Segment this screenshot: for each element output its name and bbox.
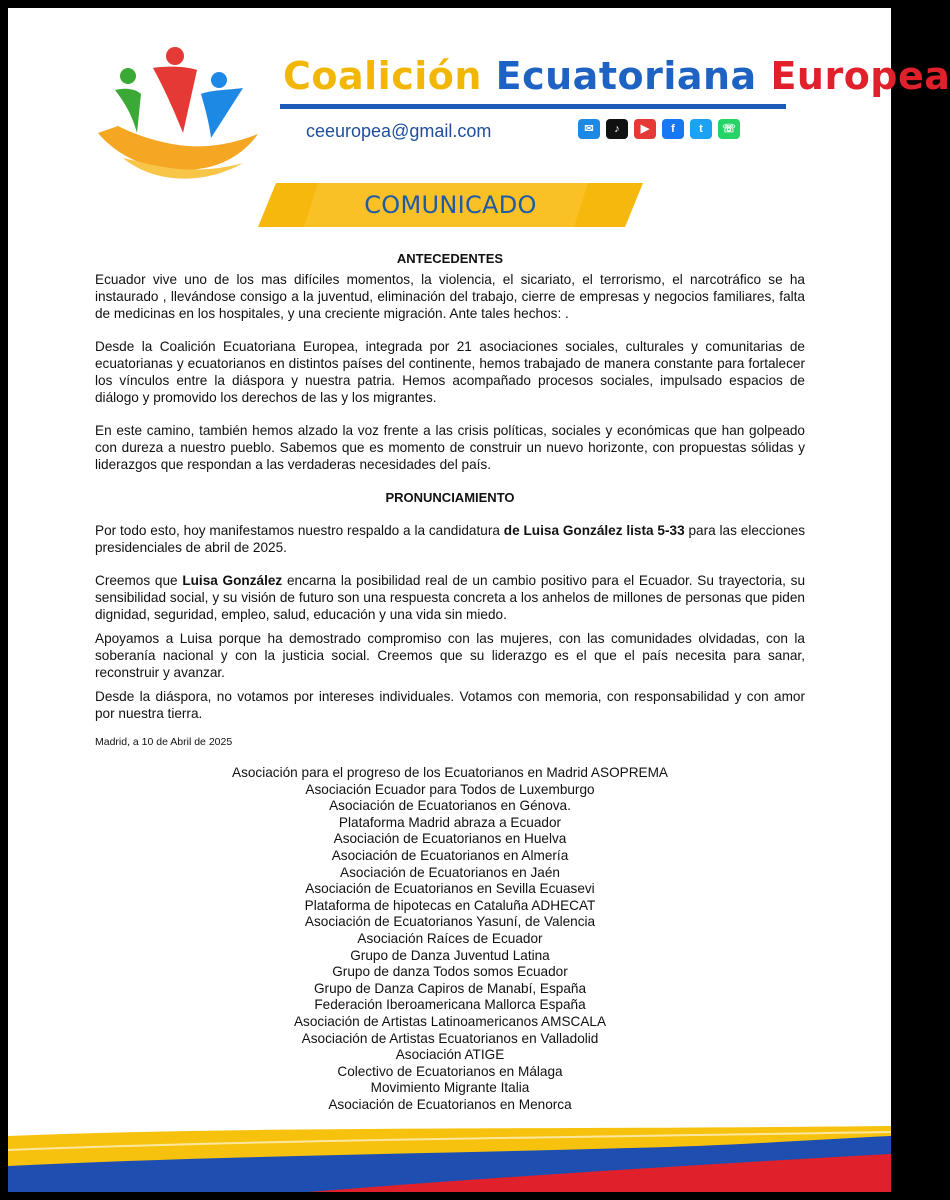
banner-title: COMUNICADO: [364, 191, 537, 219]
signatory: Asociación para el progreso de los Ecuatorianos en Madrid ASOPREMA: [232, 765, 668, 780]
signatory: Asociación de Ecuatorianos en Génova.: [329, 798, 571, 814]
signatory: Asociación Raíces de Ecuador: [357, 930, 543, 946]
signatory: Grupo de Danza Capiros de Manabí, España: [313, 980, 587, 996]
org-name-word-2: Ecuatoriana: [495, 54, 757, 98]
antecedentes-paragraph-3: En este camino, también hemos alzado la voz frente a las crisis políticas, sociales y económicas que han golpeado con dureza a nuestro pueblo. Sabemos que es momento de construir un nuevo horizonte, con propuestas sólidas y liderazgos que respondan a las verdaderas necesidades del país.: [95, 423, 805, 472]
whatsapp-icon[interactable]: ☏: [718, 119, 740, 139]
document-body: [95, 238, 805, 751]
youtube-icon[interactable]: ▶: [634, 119, 656, 139]
signatory: Asociación de Artistas Ecuatorianos en Valladolid: [301, 1030, 599, 1046]
flag-stripe-footer: [8, 1126, 891, 1192]
org-name-word-3: Europea: [770, 54, 950, 98]
signatory: Asociación de Ecuatorianos en Sevilla Ecuasevi: [305, 881, 595, 897]
header-divider: [280, 104, 786, 109]
signatory: Asociación de Ecuatorianos Yasuní, de Valencia: [304, 914, 596, 930]
pronunciamiento-paragraph-1: Por todo esto, hoy manifestamos nuestro respaldo a la candidatura de Luisa González lista 5-33 para las elecciones presidenciales de abril de 2025.: [95, 523, 805, 555]
signatory: Federación Iberoamericana Mallorca España: [314, 997, 586, 1013]
coalition-logo: [93, 38, 263, 188]
signatory: Asociación de Artistas Latinoamericanos AMSCALA: [293, 1013, 607, 1029]
signatory: Asociación de Ecuatorianos en Almería: [331, 847, 569, 863]
antecedentes-heading: ANTECEDENTES: [396, 251, 504, 266]
document-page: [8, 8, 950, 1192]
facebook-icon[interactable]: f: [662, 119, 684, 139]
tiktok-icon[interactable]: ♪: [606, 119, 628, 139]
signatory: Grupo de Danza Juventud Latina: [350, 947, 550, 963]
antecedentes-paragraph-2: Desde la Coalición Ecuatoriana Europea, integrada por 21 asociaciones sociales, culturales y comunitarias de ecuatorianas y ecuatorianos en distintos países del continente, hemos trabajado de manera constante para fortalecer los vínculos entre la diáspora y nuestra patria. Hemos acompañado procesos sociales, impulsado espacios de diálogo y promovido los derechos de las y los migrantes.: [95, 339, 805, 405]
antecedentes-paragraph-1: Ecuador vive uno de los mas difíciles momentos, la violencia, el sicariato, el terrorismo, el narcotráfico se ha instaurado , llevándose consigo a la juventud, eliminación del trabajo, cierre de empresas y negocios familiares, falta de medicinas en los hospitales, y una creciente migración. Ante tales hechos: .: [95, 272, 805, 321]
comunicado-banner: [258, 183, 643, 227]
signatory: Asociación de Ecuatorianos en Jaén: [340, 864, 560, 880]
pronunciamiento-heading: PRONUNCIAMIENTO: [385, 490, 515, 505]
signatory: Colectivo de Ecuatorianos en Málaga: [337, 1063, 563, 1079]
signatory: Plataforma de hipotecas en Cataluña ADHECAT: [304, 897, 596, 913]
pronunciamiento-paragraph-2: Creemos que Luisa González encarna la posibilidad real de un cambio positivo para el Ecuador. Su trayectoria, su sensibilidad social, y su visión de futuro son una respuesta concreta a los anhelos de millones de personas que piden dignidad, seguridad, empleo, salud, educación y una vida sin miedo.: [95, 573, 806, 622]
pronunciamiento-paragraph-4: Desde la diáspora, no votamos por intereses individuales. Votamos con memoria, con responsabilidad y con amor por nuestra tierra.: [95, 689, 805, 721]
signatory: Asociación de Ecuatorianos en Menorca: [328, 1096, 572, 1112]
organization-name: [283, 52, 950, 100]
signatory: Plataforma Madrid abraza a Ecuador: [338, 814, 562, 830]
org-name-word-1: Coalición: [283, 54, 482, 98]
pronunciamiento-paragraph-3: Apoyamos a Luisa porque ha demostrado compromiso con las mujeres, con las comunidades olvidadas, con la soberanía nacional y con la justicia social. Creemos que su liderazgo es el que el país necesita para sanar, reconstruir y avanzar.: [95, 631, 805, 680]
date-line: Madrid, a 10 de Abril de 2025: [95, 736, 233, 748]
social-icons: [578, 119, 740, 139]
organization-email[interactable]: ceeuropea@gmail.com: [306, 121, 492, 141]
signatory: Asociación de Ecuatorianos en Huelva: [333, 831, 567, 847]
signatory: Asociación ATIGE: [395, 1047, 505, 1063]
signatory: Grupo de danza Todos somos Ecuador: [332, 964, 568, 980]
mail-icon[interactable]: ✉: [578, 119, 600, 139]
signatory: Asociación Ecuador para Todos de Luxemburgo: [305, 781, 595, 797]
signatories-list: [95, 765, 805, 1113]
signatory: Movimiento Migrante Italia: [370, 1080, 530, 1096]
twitter-icon[interactable]: t: [690, 119, 712, 139]
